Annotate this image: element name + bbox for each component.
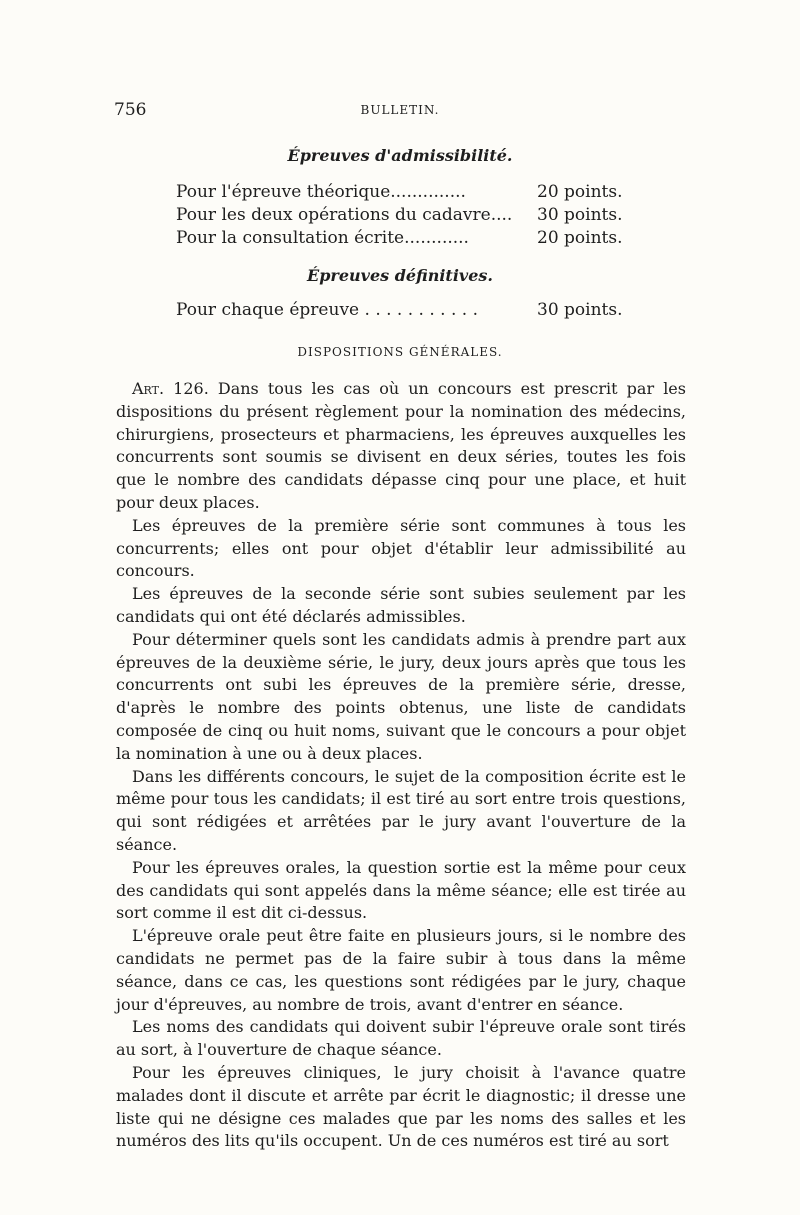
score-row	[176, 204, 628, 226]
score-label: Pour les deux opérations du cadavre....	[176, 205, 513, 225]
section-heading: DISPOSITIONS GÉNÉRALES.	[297, 345, 503, 359]
score-row	[176, 227, 628, 249]
paragraph: Pour les épreuves cliniques, le jury choisit à l'avance quatre malades dont il discute et arrête par écrit le diagnostic; il dresse une liste qui ne désigne ces malades que par les noms des salles et les numéros des lits qu'ils occupent. Un de ces numéros est tiré au sort	[116, 1062, 686, 1151]
score-points: 20 points.	[537, 182, 623, 202]
paragraph: L'épreuve orale peut être faite en plusieurs jours, si le nombre des candidats ne permet pas de la faire subir à tous dans la même séance, dans ce cas, les questions sont rédigées par le jury, chaque jour d'épreuves, au nombre de trois, avant d'entrer en séance.	[116, 926, 686, 1014]
paragraph: Pour déterminer quels sont les candidats admis à prendre part aux épreuves de la deuxième série, le jury, deux jours après que tous les concurrents ont subi les épreuves de la première série, dresse, d'après le nombre des points obtenus, une liste de candidats composée de cinq ou huit noms, suivant que le concours a pour objet la nomination à une ou à deux places.	[116, 629, 686, 763]
definitive-title: Épreuves définitives.	[307, 266, 493, 285]
paragraph: Les épreuves de la seconde série sont subies seulement par les candidats qui ont été déclarés admissibles.	[116, 584, 686, 626]
admissibility-title: Épreuves d'admissibilité.	[287, 146, 513, 165]
score-label: Pour chaque épreuve . . . . . . . . . . .	[176, 300, 478, 320]
paragraph: Les noms des candidats qui doivent subir l'épreuve orale sont tirés au sort, à l'ouverture de chaque séance.	[116, 1017, 686, 1060]
body-text	[116, 378, 686, 1153]
article-paragraph	[116, 378, 686, 515]
score-label: Pour la consultation écrite............	[176, 228, 469, 248]
running-title: BULLETIN.	[360, 103, 440, 117]
article-label: Art.	[132, 379, 165, 398]
score-row	[176, 299, 628, 321]
paragraph: Les épreuves de la première série sont communes à tous les concurrents; elles ont pour objet d'établir leur admissibilité au concours.	[116, 515, 686, 581]
article-text: 126. Dans tous les cas où un concours est prescrit par les dispositions du présent règlement pour la nomination des médecins, chirurgiens, prosecteurs et pharmaciens, les épreuves auxquelles les concurrents sont soumis se divisent en deux séries, toutes les fois que le nombre des candidats dépasse cinq pour une place, et huit pour deux places.	[116, 379, 686, 512]
score-points: 30 points.	[537, 300, 623, 320]
paragraph: Pour les épreuves orales, la question sortie est la même pour ceux des candidats qui sont appelés dans la même séance; elle est tirée au sort comme il est dit ci-dessus.	[116, 857, 686, 923]
page-number: 756	[114, 100, 147, 120]
score-label: Pour l'épreuve théorique..............	[176, 182, 466, 202]
paragraph: Dans les différents concours, le sujet de la composition écrite est le même pour tous les candidats; il est tiré au sort entre trois questions, qui sont rédigées et arrêtées par le jury avant l'ouverture de la séance.	[116, 766, 686, 854]
score-points: 20 points.	[537, 228, 623, 248]
score-row	[176, 181, 628, 203]
score-points: 30 points.	[537, 205, 623, 225]
